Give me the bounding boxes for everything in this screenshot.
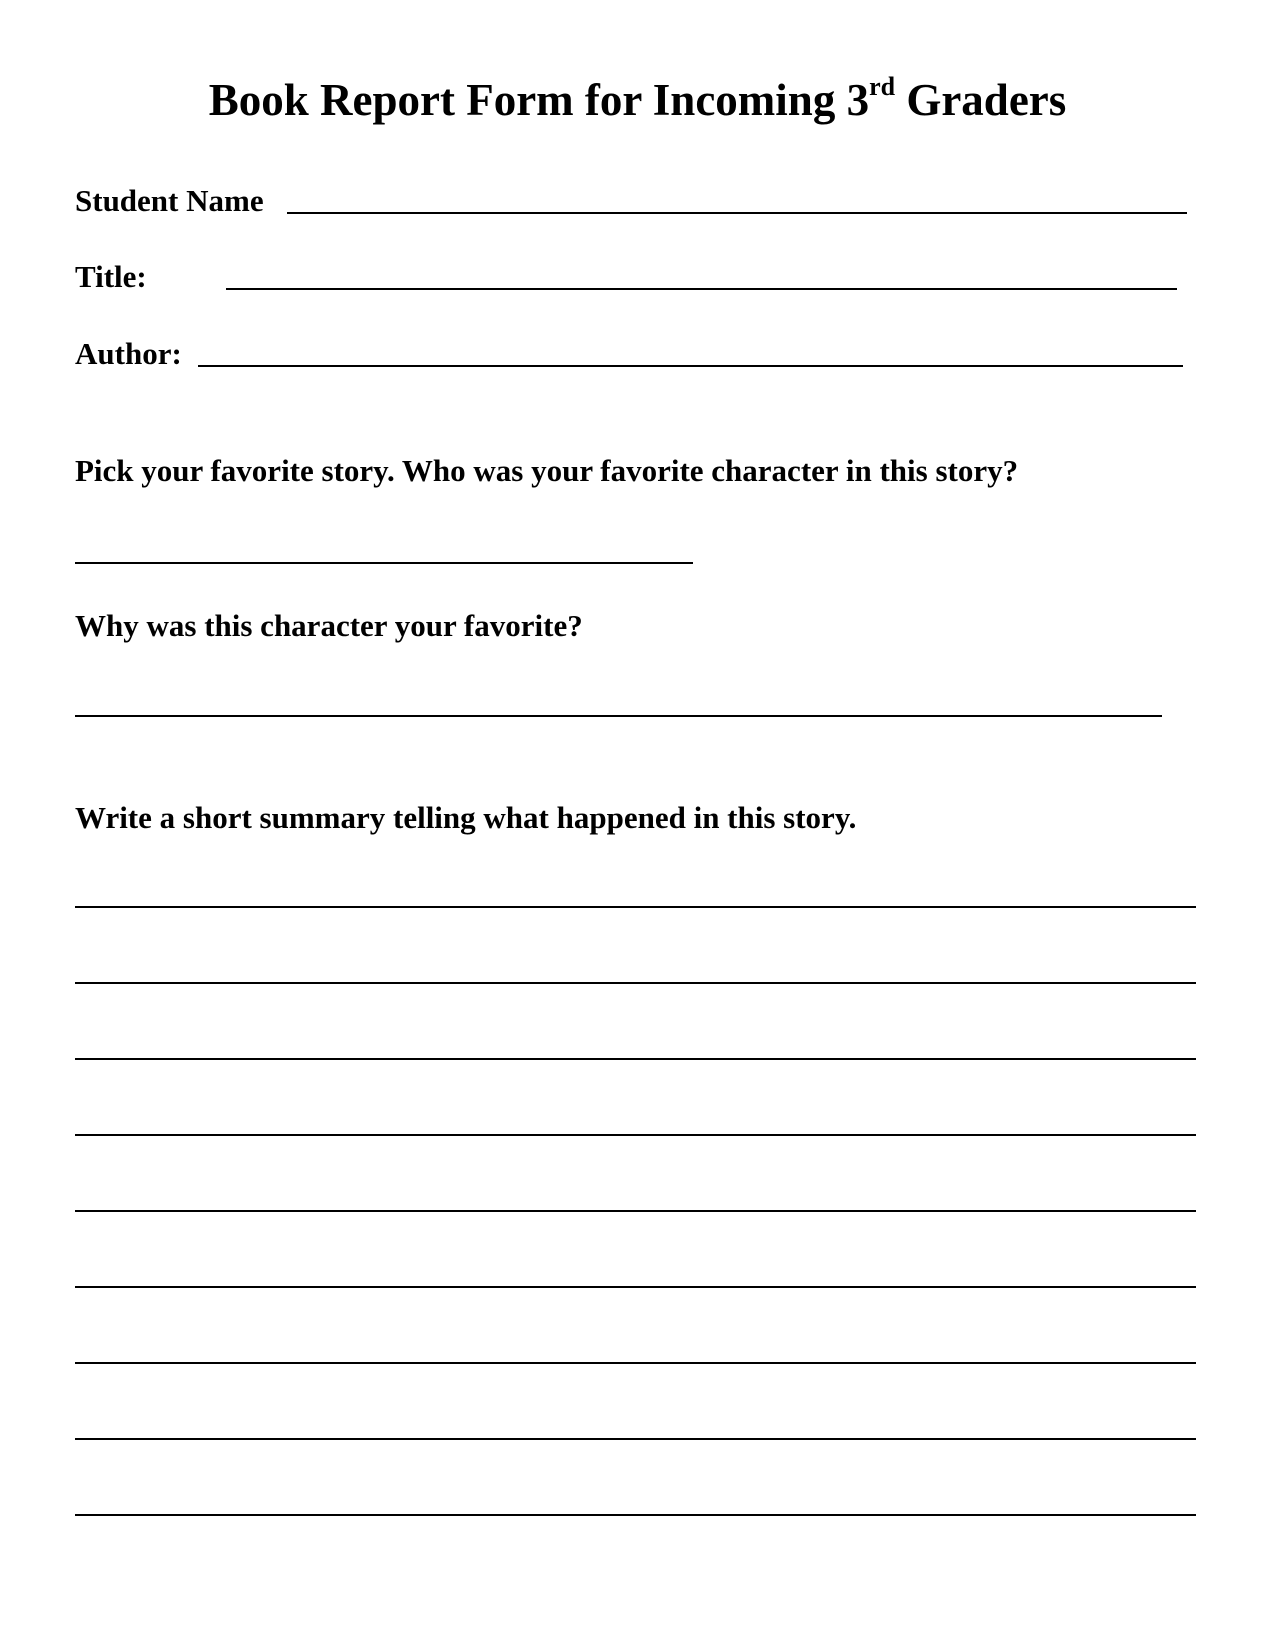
book-title-field[interactable] [226, 288, 1177, 290]
summary-answer-line-4[interactable] [75, 1134, 1196, 1136]
summary-question: Write a short summary telling what happened in this story. [75, 800, 857, 835]
summary-answer-line-2[interactable] [75, 982, 1196, 984]
student-name-field[interactable] [287, 212, 1187, 214]
summary-answer-line-9[interactable] [75, 1514, 1196, 1516]
author-label: Author: [75, 336, 182, 371]
summary-answer-line-6[interactable] [75, 1286, 1196, 1288]
summary-answer-line-3[interactable] [75, 1058, 1196, 1060]
why-favorite-question: Why was this character your favorite? [75, 608, 583, 643]
book-title-label: Title: [75, 259, 147, 294]
favorite-character-answer-line[interactable] [75, 562, 693, 564]
why-favorite-answer-line[interactable] [75, 715, 1162, 717]
favorite-character-question: Pick your favorite story. Who was your favorite character in this story? [75, 453, 1019, 488]
summary-answer-line-1[interactable] [75, 906, 1196, 908]
page-title [0, 70, 1275, 130]
page-title-superscript: rd [869, 72, 896, 101]
author-field[interactable] [198, 365, 1183, 367]
page-title-main: Book Report Form for Incoming 3 [208, 75, 870, 125]
student-name-label: Student Name [75, 183, 264, 218]
summary-answer-line-5[interactable] [75, 1210, 1196, 1212]
summary-answer-line-8[interactable] [75, 1438, 1196, 1440]
page-title-end: Graders [895, 75, 1067, 125]
summary-answer-line-7[interactable] [75, 1362, 1196, 1364]
